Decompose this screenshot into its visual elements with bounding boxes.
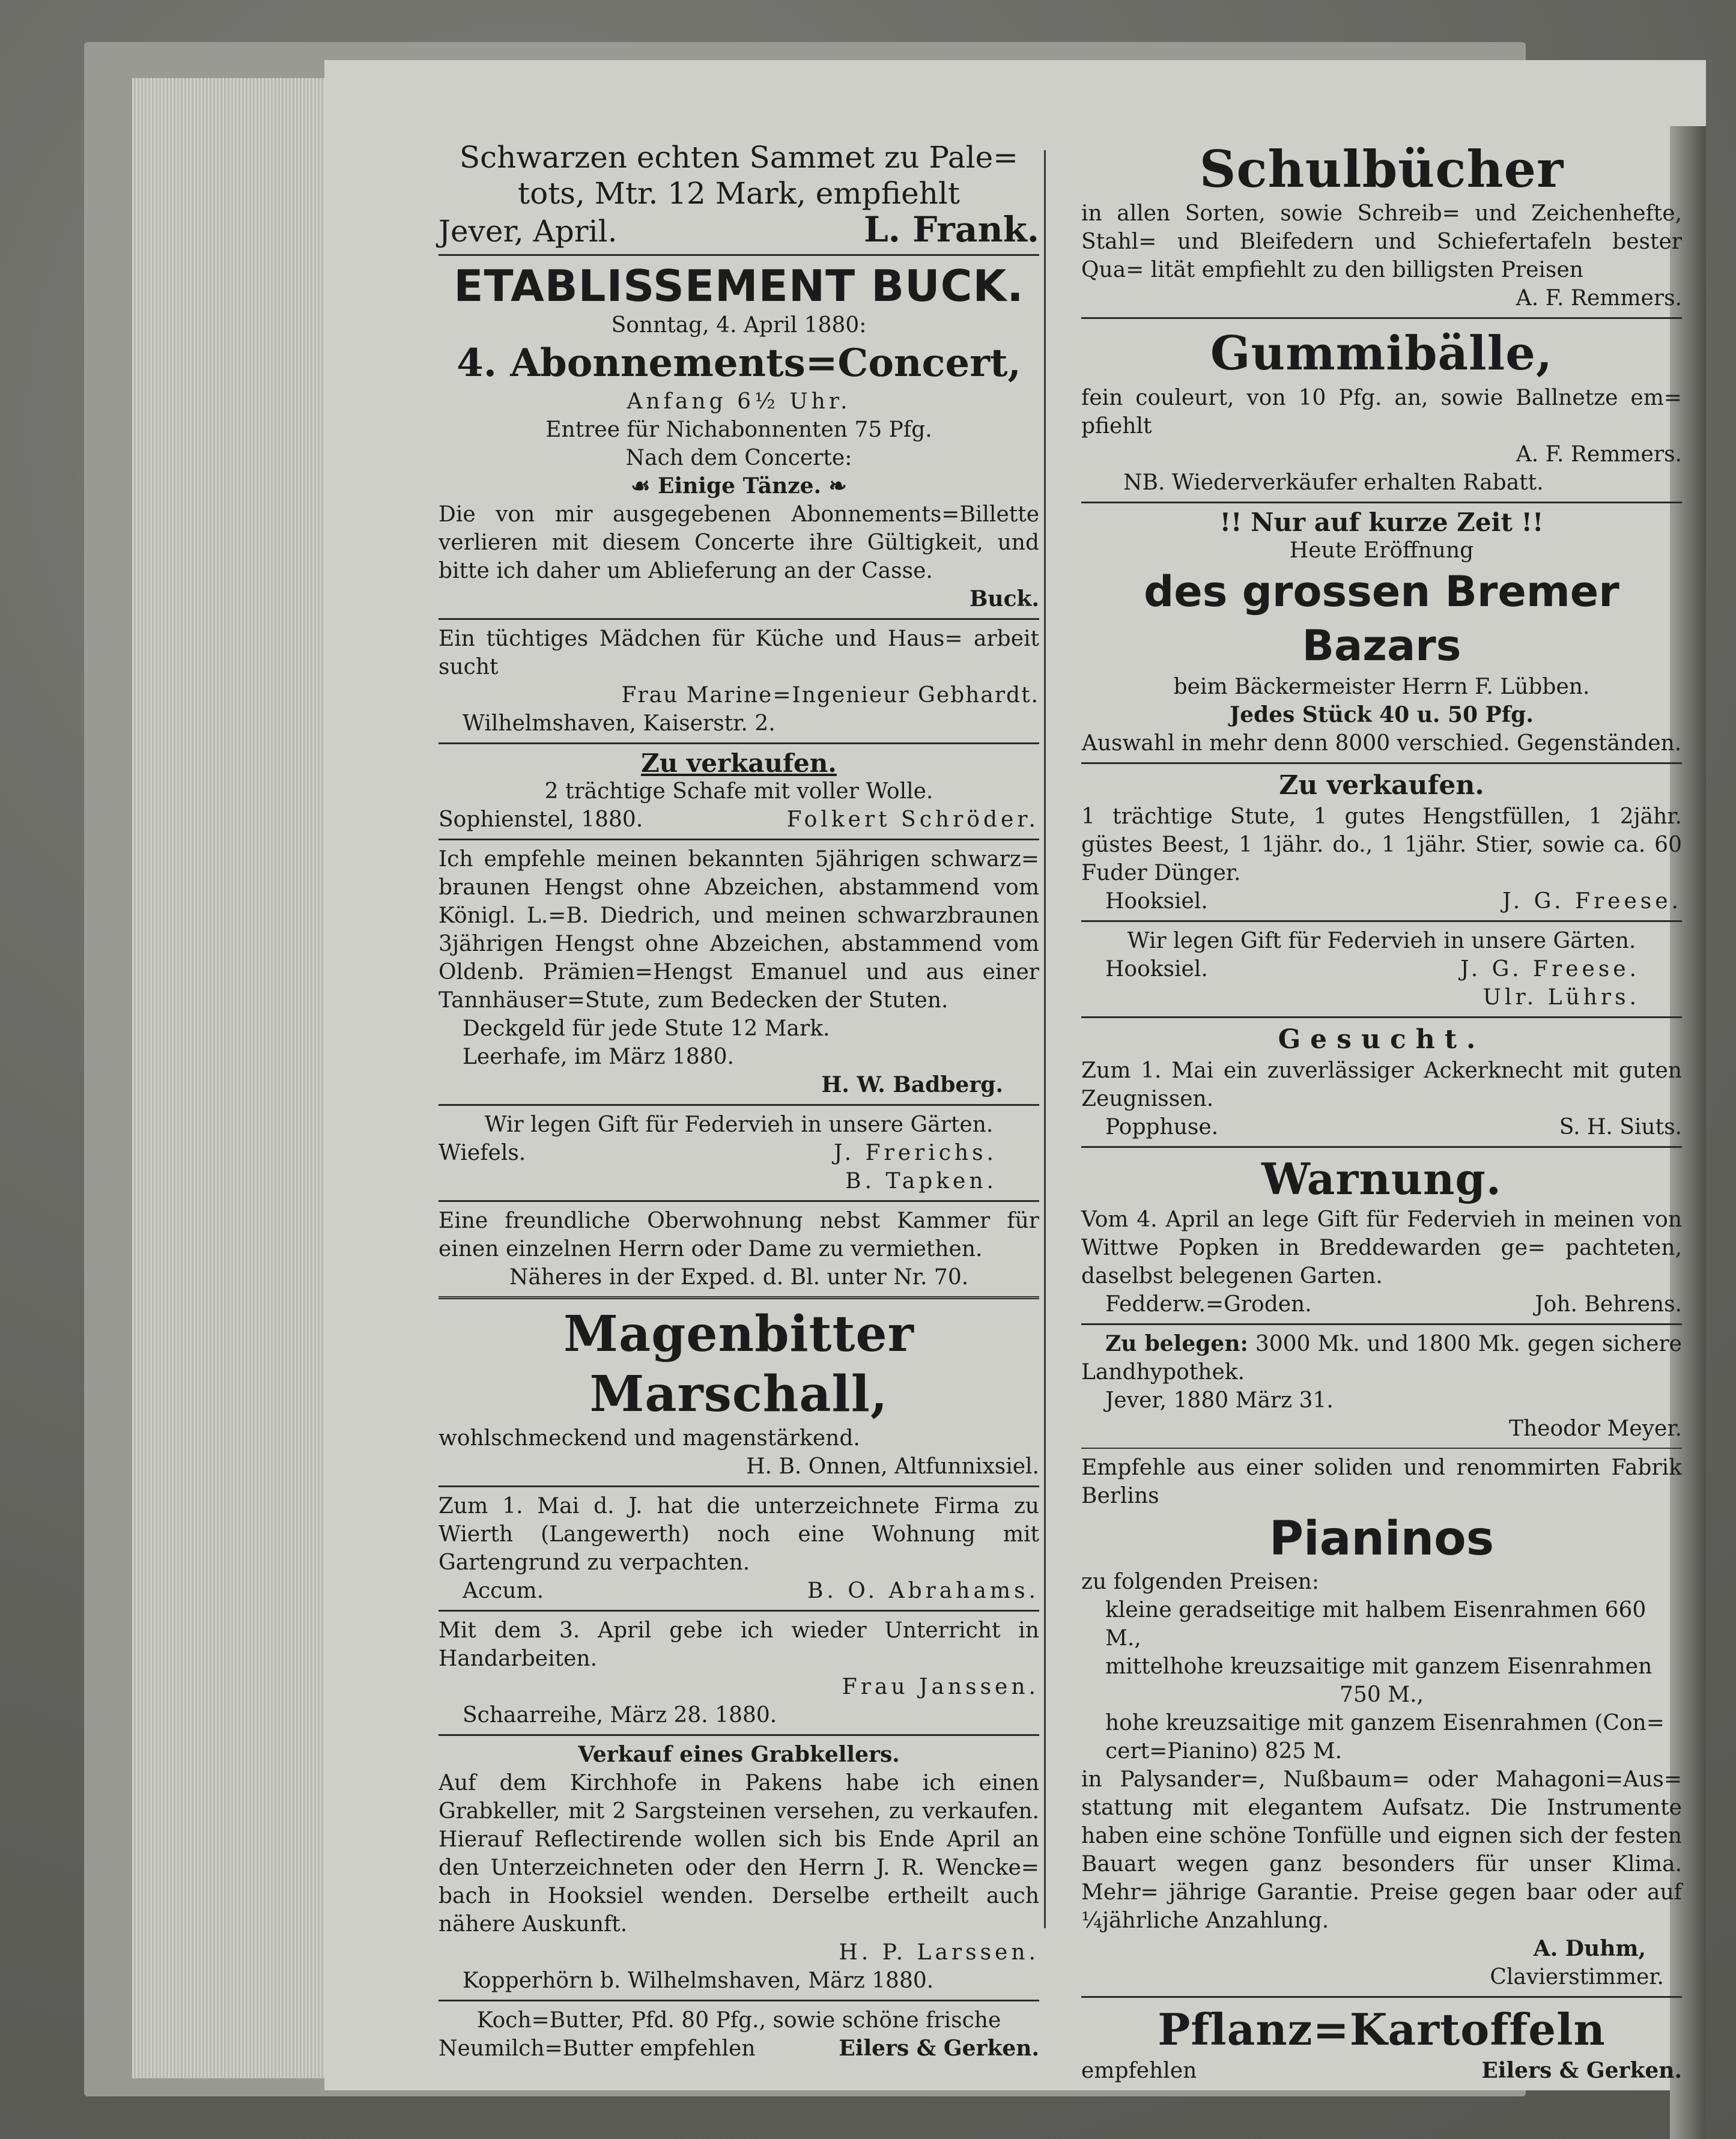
ad-note: NB. Wiederverkäufer erhalten Rabatt.: [1123, 470, 1544, 495]
ad-title: des grossen Bremer Bazars: [1144, 567, 1619, 670]
ad-body: Wir legen Gift für Federvieh in unsere Gärten.: [484, 1112, 994, 1137]
ad-text: Auswahl in mehr denn 8000 verschied. Gegenständen.: [1081, 731, 1682, 756]
ad-lead: Zu belegen:: [1105, 1331, 1248, 1356]
separator: [439, 742, 1039, 744]
ad-signature: A. F. Remmers.: [1516, 286, 1682, 311]
ad-pianinos: [1081, 1452, 1682, 1992]
ad-text: Entree für Nichabonnenten 75 Pfg.: [545, 417, 932, 442]
ad-date: Sonntag, 4. April 1880:: [611, 313, 867, 338]
ad-body: Die von mir ausgegebenen Abonnements=Billette verlieren mit diesem Concerte ihre Gültigkeit, und bitte ich daher um Ablieferung an der Casse.: [439, 502, 1039, 583]
ad-text: Empfehle aus einer soliden und renommirten Fabrik Berlins: [1081, 1455, 1682, 1508]
ad-signature: H. B. Onnen, Altfunnixsiel.: [746, 1454, 1039, 1479]
ad-event: 4. Abonnements=Concert,: [457, 341, 1021, 386]
ad-place: Popphuse.: [1105, 1115, 1219, 1139]
ad-text: zu folgenden Preisen:: [1081, 1570, 1319, 1594]
ad-schulbuecher: [1081, 138, 1682, 314]
ad-place: Schaarreihe, März 28. 1880.: [463, 1703, 777, 1728]
ad-place: Wilhelmshaven, Kaiserstr. 2.: [463, 711, 775, 736]
separator: [439, 1104, 1039, 1106]
ad-text: Schwarzen echten Sammet zu Pale=: [459, 140, 1019, 175]
separator: [439, 1200, 1039, 1202]
ad-signature: J. G. Freese.: [1460, 957, 1640, 982]
separator: [1081, 1323, 1682, 1325]
ad-title: ETABLISSEMENT BUCK.: [454, 261, 1024, 311]
ad-body: 2 trächtige Schafe mit voller Wolle.: [544, 779, 933, 804]
ad-hengst: [439, 844, 1039, 1100]
ad-place: Fedderw.=Groden.: [1105, 1292, 1312, 1317]
ad-body: Ein tüchtiges Mädchen für Küche und Haus= arbeit sucht: [439, 627, 1039, 679]
ad-headline: !! Nur auf kurze Zeit !!: [1219, 508, 1544, 537]
ad-text: Einige Tänze.: [658, 473, 822, 499]
ad-body: Zum 1. Mai d. J. hat die unterzeichnete Firma zu Wierth (Langewerth) noch eine Wohnung mit Gartengrund zu verpachten.: [439, 1494, 1039, 1575]
ad-body: 1 trächtige Stute, 1 gutes Hengstfüllen, 1 2jähr. güstes Beest, 1 1jähr. do., 1 1jähr. Stier, sowie ca. 60 Fuder Dünger.: [1081, 804, 1682, 885]
ad-body: Ich empfehle meinen bekannten 5jährigen schwarz= braunen Hengst ohne Abzeichen, abstammend vom Königl. L.=B. Diedrich, und meinen schwarzbraunen 3jährigen Hengst ohne Abzeichen, abstammend vom Oldenb. Prämien=Hengst Emanuel und aus einer Tannhäuser=Stute, zum Bedecken der Stuten.: [439, 847, 1039, 1013]
ad-place: Wiefels.: [439, 1141, 526, 1165]
ornament-left-icon: ☙: [631, 473, 658, 499]
ad-text: beim Bäckermeister Herrn F. Lübben.: [1173, 675, 1590, 699]
ad-magenbitter: [439, 1303, 1039, 1482]
ad-text: wohlschmeckend und magenstärkend.: [439, 1426, 860, 1451]
ad-signature: L. Frank.: [863, 209, 1039, 250]
price-item: hohe kreuzsaitige mit ganzem Eisenrahmen (Con= cert=Pianino) 825 M.: [1105, 1711, 1665, 1764]
ad-text: Koch=Butter, Pfd. 80 Pfg., sowie schöne frische: [476, 2008, 1001, 2033]
separator: [439, 1610, 1039, 1612]
ad-title: Zu verkaufen.: [1279, 770, 1484, 801]
ad-stute: [1081, 768, 1682, 917]
ad-signature: B. Tapken.: [845, 1169, 997, 1194]
ad-signature: S. H. Siuts.: [1559, 1115, 1682, 1139]
ad-signature: Frau Marine=Ingenieur Gebhardt.: [621, 683, 1039, 708]
ad-gummibaelle: [1081, 323, 1682, 498]
ad-signature: A. F. Remmers.: [1516, 442, 1682, 467]
ad-price: Jedes Stück 40 u. 50 Pfg.: [1230, 702, 1534, 727]
ad-signature: B. O. Abrahams.: [807, 1579, 1039, 1603]
ad-body: Zum 1. Mai ein zuverlässiger Ackerknecht mit guten Zeugnissen.: [1081, 1058, 1682, 1111]
ad-text: Heute Eröffnung: [1289, 538, 1474, 563]
ad-title: Warnung.: [1261, 1153, 1502, 1204]
price-item: 750 M.,: [1340, 1682, 1424, 1707]
ad-sammet: [439, 138, 1039, 250]
ad-gift-hooksiel: [1081, 926, 1682, 1013]
ad-body: Vom 4. April an lege Gift für Federvieh in meinen von Wittwe Popken in Breddewarden ge= pachteten, daselbst belegenen Garten.: [1081, 1207, 1682, 1288]
ad-bremer-bazar: [1081, 507, 1682, 759]
price-item: kleine geradseitige mit halbem Eisenrahmen 660 M.,: [1105, 1598, 1646, 1651]
left-column: [439, 138, 1039, 2064]
ad-signature: J. Frerichs.: [833, 1141, 997, 1165]
ad-body: Wir legen Gift für Federvieh in unsere Gärten.: [1127, 929, 1636, 953]
ad-place: Hooksiel.: [1105, 957, 1208, 982]
ad-title: Zu verkaufen.: [641, 748, 837, 778]
ad-grabkeller: [439, 1740, 1039, 1996]
ad-signature: H. W. Badberg.: [821, 1072, 1003, 1097]
ad-signature: H. P. Larssen.: [839, 1940, 1039, 1965]
ad-title: Gesucht.: [1278, 1024, 1486, 1055]
ad-title: Pianinos: [1269, 1512, 1495, 1566]
separator: [439, 254, 1039, 256]
price-item: mittelhohe kreuzsaitige mit ganzem Eisenrahmen: [1105, 1654, 1653, 1679]
ad-signature: J. G. Freese.: [1502, 889, 1682, 914]
separator: [439, 839, 1039, 840]
ad-place: Kopperhörn b. Wilhelmshaven, März 1880.: [463, 1968, 934, 1993]
ad-signature: Folkert Schröder.: [786, 807, 1039, 832]
separator: [1081, 1146, 1682, 1148]
ad-place: Jever, 1880 März 31.: [1105, 1388, 1334, 1413]
separator: [439, 1296, 1039, 1299]
ad-gift-wiefels: [439, 1109, 1039, 1197]
ad-title: Verkauf eines Grabkellers.: [578, 1742, 900, 1767]
page-edges: [132, 78, 336, 2078]
ad-maedchen: [439, 623, 1039, 739]
ad-title: Pflanz=Kartoffeln: [1158, 2004, 1606, 2055]
ad-etablissement-buck: [439, 259, 1039, 614]
separator: [1081, 1448, 1682, 1449]
ad-butter: [439, 2005, 1039, 2064]
separator: [1081, 1996, 1682, 1998]
separator: [1081, 762, 1682, 764]
ad-signature: Eilers & Gerken.: [839, 2036, 1039, 2061]
ad-title: Magenbitter Marschall,: [563, 1305, 914, 1423]
ad-signature: A. Duhm,: [1533, 1936, 1646, 1961]
ad-place: Hooksiel.: [1105, 889, 1208, 914]
separator: [1081, 1016, 1682, 1018]
separator: [1081, 317, 1682, 319]
ad-body: Eine freundliche Oberwohnung nebst Kammer für einen einzelnen Herrn oder Dame zu vermiethen.: [439, 1209, 1039, 1261]
ad-schafe: [439, 748, 1039, 835]
separator: [439, 1485, 1039, 1487]
ad-signature: Ulr. Lührs.: [1483, 985, 1640, 1010]
ad-text: Nach dem Concerte:: [625, 446, 852, 470]
ad-signature: Buck.: [970, 586, 1039, 611]
column-divider: [1044, 150, 1046, 1928]
ad-place: Accum.: [463, 1579, 544, 1603]
ad-zu-belegen: [1081, 1329, 1682, 1444]
ad-signature: Joh. Behrens.: [1535, 1292, 1682, 1317]
ad-body: in Palysander=, Nußbaum= oder Mahagoni=Aus= stattung mit elegantem Aufsatz. Die Instrumente haben eine schöne Tonfülle und eignen sich der festen Bauart wegen ganz besonders für unser Klima. Mehr= jährige Garantie. Preise gegen baar oder auf ¼jährliche Anzahlung.: [1081, 1767, 1682, 1933]
ad-text: Deckgeld für jede Stute 12 Mark.: [463, 1016, 830, 1041]
ad-body: fein couleurt, von 10 Pfg. an, sowie Ballnetze em= pfiehlt: [1081, 386, 1682, 438]
ad-signature: Theodor Meyer.: [1508, 1416, 1682, 1441]
ad-pflanz-kartoffeln: [1081, 2001, 1682, 2086]
ad-body: Mit dem 3. April gebe ich wieder Unterricht in Handarbeiten.: [439, 1618, 1039, 1671]
ad-body: in allen Sorten, sowie Schreib= und Zeichenhefte, Stahl= und Bleifedern und Schiefertafeln bester Qua= lität empfiehlt zu den billigsten Preisen: [1081, 201, 1682, 282]
separator: [439, 2000, 1039, 2001]
ad-wohnung-wierth: [439, 1491, 1039, 1606]
ad-text: empfehlen: [1081, 2059, 1197, 2083]
ad-dance-line: [439, 472, 1039, 500]
separator: [1081, 920, 1682, 922]
ad-place: Sophienstel, 1880.: [439, 807, 643, 832]
ad-text: Neumilch=Butter empfehlen: [439, 2036, 756, 2061]
ad-title: Schulbücher: [1199, 139, 1564, 199]
ad-body: 3000 Mk. und 1800 Mk. gegen sichere Landhypothek.: [1081, 1332, 1682, 1385]
ad-oberwohnung: [439, 1206, 1039, 1293]
ad-body: Auf dem Kirchhofe in Pakens habe ich einen Grabkeller, mit 2 Sargsteinen versehen, zu verkaufen. Hierauf Reflectirende wollen sich bis Ende April an den Unterzeichneten oder den Herrn J. R. Wencke= bach in Hooksiel wenden. Derselbe ertheilt auch nähere Auskunft.: [439, 1771, 1039, 1937]
separator: [439, 618, 1039, 620]
ad-warnung: [1081, 1151, 1682, 1320]
ad-place: Leerhafe, im März 1880.: [463, 1045, 734, 1069]
ad-signature: Eilers & Gerken.: [1481, 2058, 1682, 2083]
separator: [1081, 502, 1682, 503]
ornament-right-icon: ❧: [821, 473, 847, 499]
ad-gesucht: [1081, 1022, 1682, 1142]
ad-text: Anfang 6½ Uhr.: [627, 389, 851, 414]
ad-text: Näheres in der Exped. d. Bl. unter Nr. 70.: [509, 1265, 969, 1290]
ad-title: Gummibälle,: [1210, 326, 1553, 381]
separator: [439, 1734, 1039, 1736]
ad-text: tots, Mtr. 12 Mark, empfiehlt: [518, 176, 960, 211]
ad-place: Jever, April.: [439, 214, 618, 249]
ad-signature-role: Clavierstimmer.: [1490, 1965, 1664, 1989]
ad-signature: Frau Janssen.: [842, 1675, 1039, 1699]
ad-unterricht: [439, 1615, 1039, 1731]
right-column: [1081, 138, 1682, 2086]
